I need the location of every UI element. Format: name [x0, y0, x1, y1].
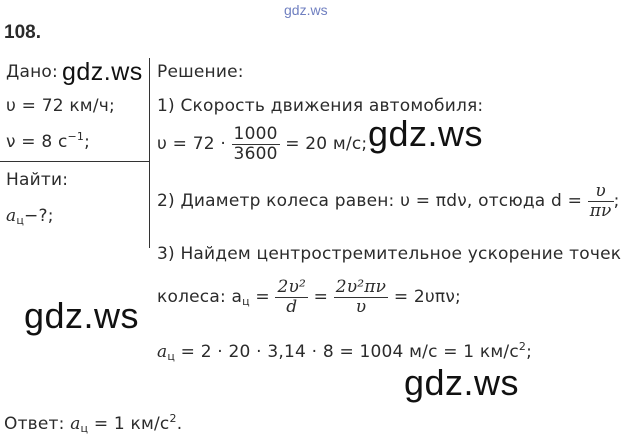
step3-frac2-num: 2υ²πν — [335, 277, 387, 297]
calc-var: a — [157, 342, 168, 362]
site-label[interactable]: gdz.ws — [284, 2, 328, 18]
answer-var: a — [70, 414, 81, 434]
find-header: Найти: — [6, 170, 69, 190]
answer-end: . — [176, 414, 183, 434]
solution-header: Решение: — [157, 62, 244, 82]
find-rest: −?; — [24, 206, 54, 226]
calc-sub: ц — [167, 350, 176, 363]
given-speed — [6, 96, 115, 116]
find-quantity — [6, 206, 54, 227]
step3-eq-start: колеса: a — [157, 287, 243, 308]
step3-eq-eq: = — [255, 287, 270, 308]
find-var: a — [6, 206, 17, 226]
step3-frac1-den: d — [275, 297, 308, 317]
answer-line — [4, 412, 182, 435]
step2-frac-den: πν — [589, 200, 612, 221]
step1-frac-den: 3600 — [233, 143, 278, 164]
given-header: Дано: — [6, 62, 58, 82]
step2-start: 2) Диаметр колеса равен: υ = πdν, отсюда d = — [157, 191, 583, 212]
problem-number: 108. — [4, 22, 41, 43]
find-sub: ц — [16, 214, 25, 227]
step3-fraction1 — [275, 278, 308, 316]
watermark-solution-top: gdz.ws — [368, 113, 484, 154]
watermark-left: gdz.ws — [24, 295, 140, 336]
watermark-bottom-right: gdz.ws — [404, 362, 520, 403]
solution-step1: 1) Скорость движения автомобиля: — [157, 96, 484, 116]
calc-end: ; — [526, 342, 533, 362]
given-frequency-text: ν = 8 с — [6, 132, 68, 152]
step2-end: ; — [613, 191, 620, 212]
answer-sub: ц — [80, 422, 89, 435]
step1-frac-num: 1000 — [233, 124, 278, 144]
calc-sup: 2 — [518, 340, 527, 353]
step1-eq-start: υ = 72 · — [157, 134, 226, 155]
answer-sup: 2 — [169, 412, 177, 425]
step3-fraction2 — [334, 278, 388, 316]
given-divider-vertical — [149, 58, 150, 248]
calc-rest: = 2 · 20 · 3,14 · 8 = 1004 м/с = 1 км/с — [180, 342, 519, 362]
solution-calculation — [157, 340, 532, 363]
given-speed-text: υ = 72 км/ч; — [6, 96, 115, 116]
answer-rest: = 1 км/с — [93, 414, 170, 434]
step3-frac2-den: υ — [334, 297, 388, 317]
step1-eq-end: = 20 м/с; — [285, 134, 368, 155]
given-frequency-sup: −1 — [67, 130, 85, 143]
solution-step3: 3) Найдем центростремительное ускорение точек — [157, 244, 622, 264]
given-divider-horizontal — [0, 161, 150, 162]
given-frequency-end: ; — [84, 132, 91, 152]
solution-step1-equation — [157, 125, 367, 163]
step3-eq-eq2: = — [313, 287, 329, 308]
step3-eq-sub: ц — [242, 295, 250, 309]
step3-frac1-num: 2υ² — [277, 277, 307, 297]
step3-eq-end: = 2υπν; — [393, 287, 461, 308]
step1-fraction — [232, 125, 280, 163]
answer-label: Ответ: — [4, 414, 65, 434]
solution-step2 — [157, 182, 620, 220]
watermark-given: gdz.ws — [62, 58, 143, 86]
given-frequency — [6, 130, 90, 152]
step2-frac-num: υ — [595, 181, 606, 201]
solution-step3-equation — [157, 278, 461, 316]
step2-fraction — [588, 182, 614, 220]
